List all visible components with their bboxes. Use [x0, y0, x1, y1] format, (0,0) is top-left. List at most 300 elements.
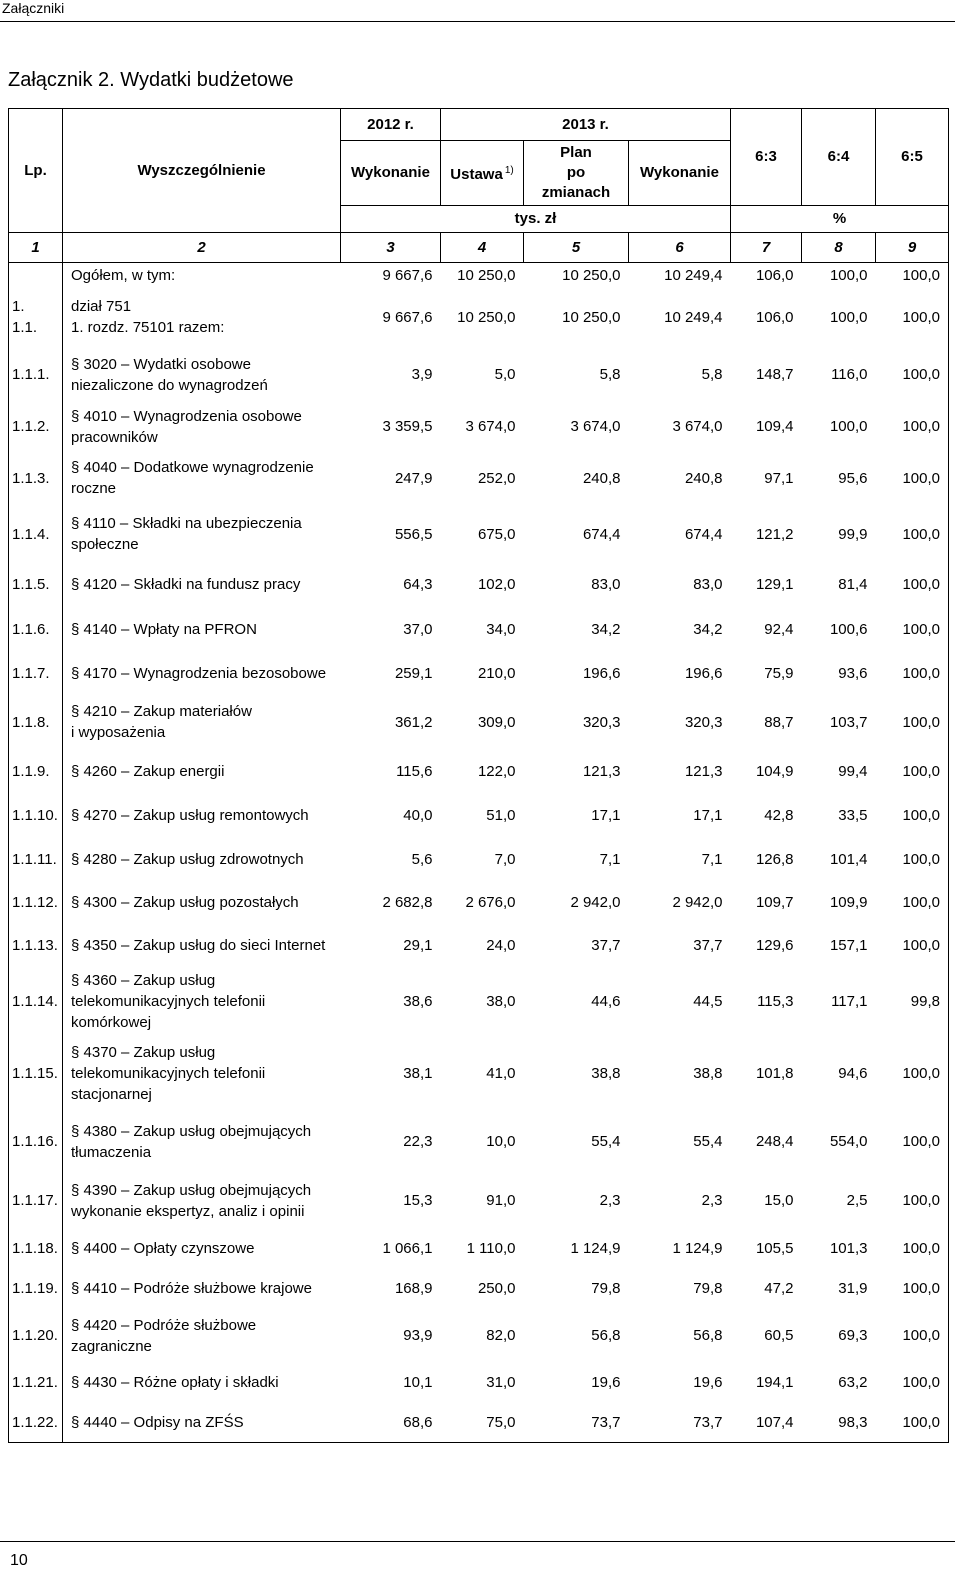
value-ratio-6-5: 100,0	[902, 469, 940, 487]
row-description	[63, 563, 341, 607]
row-description-line: § 4370 – Zakup usług	[71, 1044, 216, 1061]
value-execution-2013: 7,1	[701, 850, 723, 868]
table-row	[9, 925, 949, 967]
row-description	[63, 403, 341, 451]
row-description-line: zagraniczne	[71, 1337, 152, 1355]
value-ratio-6-3: 88,7	[764, 713, 794, 731]
row-description	[63, 1229, 341, 1269]
header-rule	[0, 21, 955, 22]
row-lp-line: 1.1.3.	[12, 469, 50, 487]
row-lp-line: 1.1.4.	[12, 525, 50, 543]
value-ratio-6-3: 106,0	[755, 266, 794, 284]
row-lp-line: 1.	[12, 298, 25, 315]
table-body	[9, 263, 949, 1443]
row-lp	[9, 652, 63, 696]
value-ratio-6-4: 101,4	[829, 850, 868, 868]
value-budget-act-2013: 250,0	[477, 1280, 516, 1297]
row-description-line: § 4210 – Zakup materiałów	[71, 703, 252, 720]
value-ratio-6-5: 100,0	[902, 1327, 940, 1344]
value-execution-2013: 44,5	[693, 993, 723, 1010]
value-ratio-6-4: 103,7	[829, 713, 868, 731]
value-execution-2012: 15,3	[403, 1192, 433, 1209]
value-budget-act-2013: 82,0	[486, 1327, 516, 1344]
value-budget-act-2013: 51,0	[486, 807, 516, 824]
row-description-line: § 4380 – Zakup usług obejmujących	[71, 1122, 312, 1140]
table-row	[9, 1403, 949, 1443]
value-plan-after-changes-2013: 73,7	[591, 1413, 621, 1431]
value-plan-after-changes-2013: 196,6	[582, 665, 621, 682]
row-description-line: § 4400 – Opłaty czynszowe	[71, 1240, 255, 1257]
row-lp-line: 1.1.12.	[12, 894, 58, 911]
value-ratio-6-4: 101,3	[829, 1240, 868, 1257]
value-ratio-6-5: 100,0	[902, 1240, 940, 1257]
row-lp-line: 1.1.2.	[12, 418, 50, 435]
value-plan-after-changes-2013: 10 250,0	[562, 266, 621, 284]
value-execution-2013: 34,2	[693, 620, 723, 638]
page-number: 10	[10, 1552, 28, 1569]
value-ratio-6-4: 31,9	[838, 1280, 868, 1297]
row-description-line: § 4440 – Odpisy na ZFŚS	[71, 1413, 244, 1431]
footer-rule	[0, 1541, 955, 1542]
value-budget-act-2013: 252,0	[477, 469, 516, 487]
row-description-line: § 4420 – Podróże służbowe	[71, 1316, 257, 1334]
row-lp	[9, 881, 63, 925]
value-plan-after-changes-2013: 44,6	[591, 993, 621, 1010]
value-execution-2013: 10 249,4	[664, 308, 723, 326]
row-description-line: wykonanie ekspertyz, analiz i opinii	[71, 1202, 305, 1220]
row-description	[63, 794, 341, 838]
value-ratio-6-3: 60,5	[764, 1327, 794, 1344]
value-execution-2012: 3 359,5	[382, 418, 433, 435]
header-budget-act-footnote: 1)	[504, 165, 514, 176]
value-execution-2012: 10,1	[403, 1374, 433, 1391]
row-description	[63, 1173, 341, 1229]
header-execution-2012: Wykonanie	[341, 141, 441, 206]
value-execution-2013: 196,6	[684, 665, 723, 682]
value-ratio-6-5: 100,0	[902, 1413, 940, 1431]
value-ratio-6-5: 100,0	[902, 366, 940, 383]
value-ratio-6-3: 115,3	[757, 993, 794, 1010]
row-lp	[9, 1363, 63, 1403]
row-description	[63, 652, 341, 696]
column-number: 6	[629, 233, 731, 263]
header-row-years	[9, 109, 949, 141]
value-ratio-6-5: 100,0	[902, 525, 940, 543]
row-lp	[9, 967, 63, 1037]
table-row	[9, 1111, 949, 1173]
row-description	[63, 838, 341, 881]
header-description: Wyszczególnienie	[63, 109, 341, 233]
value-ratio-6-4: 100,0	[829, 308, 868, 326]
value-plan-after-changes-2013: 83,0	[591, 576, 621, 593]
header-plan-after-changes	[524, 141, 629, 206]
value-plan-after-changes-2013: 55,4	[591, 1133, 621, 1150]
value-execution-2012: 115,6	[396, 762, 433, 780]
row-description	[63, 451, 341, 506]
header-execution-2013: Wykonanie	[629, 141, 731, 206]
value-budget-act-2013: 10,0	[486, 1133, 516, 1150]
value-execution-2012: 29,1	[403, 937, 433, 954]
value-budget-act-2013: 75,0	[486, 1413, 516, 1431]
row-lp-line: 1.1.18.	[12, 1240, 58, 1257]
row-lp	[9, 1037, 63, 1111]
value-ratio-6-5: 100,0	[902, 807, 940, 824]
value-plan-after-changes-2013: 38,8	[591, 1065, 621, 1082]
row-description	[63, 1309, 341, 1363]
table-row	[9, 1309, 949, 1363]
row-description-line: stacjonarnej	[71, 1086, 152, 1103]
row-description	[63, 1363, 341, 1403]
row-description	[63, 1111, 341, 1173]
row-description-line: Ogółem, w tym:	[71, 266, 176, 284]
table-row	[9, 838, 949, 881]
value-ratio-6-4: 109,9	[829, 894, 868, 911]
value-plan-after-changes-2013: 2,3	[599, 1192, 621, 1209]
value-execution-2012: 1 066,1	[382, 1240, 433, 1257]
row-lp-line: 1.1.8.	[12, 713, 50, 731]
value-ratio-6-5: 100,0	[902, 1192, 940, 1209]
value-ratio-6-3: 248,4	[755, 1133, 794, 1150]
header-year-2013: 2013 r.	[441, 109, 731, 141]
value-execution-2013: 17,1	[693, 807, 723, 824]
value-execution-2012: 64,3	[403, 576, 433, 593]
value-ratio-6-4: 69,3	[838, 1327, 868, 1344]
table-row	[9, 263, 949, 288]
value-ratio-6-5: 99,8	[910, 993, 940, 1010]
value-ratio-6-3: 101,8	[755, 1065, 794, 1082]
value-ratio-6-4: 100,0	[829, 418, 868, 435]
value-execution-2012: 556,5	[394, 525, 433, 543]
table-row	[9, 794, 949, 838]
row-description	[63, 696, 341, 749]
value-execution-2012: 3,9	[411, 366, 433, 383]
value-execution-2013: 37,7	[693, 937, 723, 954]
value-plan-after-changes-2013: 34,2	[591, 620, 621, 638]
value-ratio-6-3: 121,2	[755, 525, 794, 543]
value-execution-2013: 320,3	[684, 713, 723, 731]
table-row	[9, 403, 949, 451]
column-number: 4	[441, 233, 524, 263]
value-ratio-6-5: 100,0	[902, 850, 940, 868]
header-ratio-6-4: 6:4	[802, 109, 876, 206]
row-description-line: § 4010 – Wynagrodzenia osobowe	[71, 407, 302, 425]
row-description-line: § 4140 – Wpłaty na PFRON	[71, 620, 257, 638]
value-ratio-6-4: 116,0	[831, 366, 868, 383]
row-description-line: § 4350 – Zakup usług do sieci Internet	[71, 937, 326, 954]
value-execution-2012: 38,1	[403, 1065, 433, 1082]
column-number: 7	[731, 233, 802, 263]
value-execution-2013: 10 249,4	[664, 266, 723, 284]
value-ratio-6-3: 109,7	[755, 894, 794, 911]
row-description-line: § 4110 – Składki na ubezpieczenia	[71, 515, 302, 532]
row-lp	[9, 607, 63, 652]
row-lp	[9, 451, 63, 506]
row-lp-line: 1.1.1.	[12, 366, 50, 383]
row-description-line: telekomunikacyjnych telefonii	[71, 1065, 266, 1082]
value-ratio-6-5: 100,0	[902, 266, 940, 284]
row-lp	[9, 263, 63, 288]
header-year-2012: 2012 r.	[341, 109, 441, 141]
row-lp-line: 1.1.17.	[12, 1192, 58, 1209]
row-lp	[9, 1403, 63, 1443]
value-execution-2013: 1 124,9	[672, 1240, 723, 1257]
row-lp	[9, 1111, 63, 1173]
value-execution-2013: 56,8	[693, 1327, 723, 1344]
table-row	[9, 288, 949, 347]
value-budget-act-2013: 24,0	[486, 937, 516, 954]
value-ratio-6-4: 100,0	[829, 266, 868, 284]
value-ratio-6-4: 99,9	[838, 525, 868, 543]
table-row	[9, 967, 949, 1037]
row-lp-line: 1.1.15.	[12, 1065, 58, 1082]
row-lp-line: 1.1.16.	[12, 1133, 58, 1150]
column-number: 5	[524, 233, 629, 263]
value-ratio-6-3: 75,9	[764, 665, 794, 682]
value-budget-act-2013: 41,0	[486, 1065, 516, 1082]
row-description-line: tłumaczenia	[71, 1143, 152, 1161]
value-ratio-6-4: 98,3	[838, 1413, 868, 1431]
value-ratio-6-3: 126,8	[755, 850, 794, 868]
row-description-line: społeczne	[71, 536, 139, 553]
header-lp: Lp.	[9, 109, 63, 233]
table-row	[9, 506, 949, 563]
value-ratio-6-3: 42,8	[764, 807, 794, 824]
value-ratio-6-4: 117,1	[831, 993, 868, 1010]
value-budget-act-2013: 3 674,0	[465, 418, 516, 435]
row-lp-line: 1.1.14.	[12, 993, 58, 1010]
value-execution-2012: 5,6	[411, 850, 433, 868]
value-ratio-6-4: 99,4	[838, 762, 868, 780]
table-header	[9, 109, 949, 263]
row-description-line: niezaliczone do wynagrodzeń	[71, 376, 268, 394]
value-ratio-6-5: 100,0	[902, 665, 940, 682]
value-ratio-6-5: 100,0	[902, 1374, 940, 1391]
value-execution-2013: 83,0	[693, 576, 723, 593]
row-description-line: komórkowej	[71, 1014, 152, 1031]
column-number: 1	[9, 233, 63, 263]
table-row	[9, 881, 949, 925]
row-lp	[9, 563, 63, 607]
value-execution-2012: 93,9	[403, 1327, 433, 1344]
value-ratio-6-5: 100,0	[902, 937, 940, 954]
value-plan-after-changes-2013: 320,3	[582, 713, 621, 731]
row-description	[63, 347, 341, 403]
value-ratio-6-4: 33,5	[838, 807, 868, 824]
value-budget-act-2013: 1 110,0	[466, 1240, 516, 1257]
table-row	[9, 1229, 949, 1269]
value-budget-act-2013: 122,0	[477, 762, 516, 780]
value-execution-2013: 38,8	[693, 1065, 723, 1082]
value-execution-2013: 79,8	[693, 1280, 723, 1297]
value-execution-2013: 3 674,0	[672, 418, 723, 435]
row-description-line: § 4410 – Podróże służbowe krajowe	[71, 1280, 312, 1297]
row-lp-line: 1.1.11.	[12, 850, 57, 868]
row-description	[63, 506, 341, 563]
value-execution-2012: 168,9	[394, 1280, 433, 1297]
value-ratio-6-4: 63,2	[838, 1374, 868, 1391]
table-row	[9, 1173, 949, 1229]
row-description	[63, 749, 341, 794]
row-description-line: telekomunikacyjnych telefonii	[71, 993, 266, 1010]
value-ratio-6-3: 47,2	[764, 1280, 794, 1297]
row-description	[63, 1037, 341, 1111]
row-description-line: § 4280 – Zakup usług zdrowotnych	[71, 850, 304, 868]
value-ratio-6-5: 100,0	[902, 1133, 940, 1150]
row-lp-line: 1.1.13.	[12, 937, 58, 954]
page-title: Załącznik 2. Wydatki budżetowe	[8, 69, 294, 91]
value-plan-after-changes-2013: 79,8	[591, 1280, 621, 1297]
header-ratio-6-5: 6:5	[876, 109, 949, 206]
value-budget-act-2013: 31,0	[486, 1374, 516, 1391]
value-plan-after-changes-2013: 7,1	[599, 850, 621, 868]
row-lp	[9, 403, 63, 451]
row-description-line: § 4270 – Zakup usług remontowych	[71, 807, 309, 824]
value-execution-2012: 361,2	[394, 713, 433, 731]
header-budget-act-label: Ustawa	[450, 166, 503, 183]
value-ratio-6-5: 100,0	[902, 620, 940, 638]
value-plan-after-changes-2013: 3 674,0	[570, 418, 621, 435]
value-budget-act-2013: 210,0	[477, 665, 516, 682]
row-description-line: § 3020 – Wydatki osobowe	[71, 355, 251, 373]
row-description-line: § 4300 – Zakup usług pozostałych	[71, 894, 299, 911]
value-ratio-6-3: 109,4	[755, 418, 794, 435]
row-lp-line: 1.1.6.	[12, 620, 50, 638]
row-description-line: pracowników	[71, 428, 158, 446]
value-ratio-6-3: 105,5	[755, 1240, 794, 1257]
row-lp	[9, 506, 63, 563]
column-number: 2	[63, 233, 341, 263]
table-row	[9, 347, 949, 403]
row-description-line: 1. rozdz. 75101 razem:	[71, 319, 225, 336]
value-ratio-6-3: 129,1	[755, 576, 794, 593]
row-description	[63, 288, 341, 347]
value-execution-2012: 247,9	[394, 469, 433, 487]
row-description	[63, 1269, 341, 1309]
row-lp-line: 1.1.5.	[12, 576, 50, 593]
table-row	[9, 749, 949, 794]
row-description	[63, 925, 341, 967]
value-budget-act-2013: 91,0	[486, 1192, 516, 1209]
value-ratio-6-3: 129,6	[755, 937, 794, 954]
value-budget-act-2013: 2 676,0	[465, 894, 516, 911]
header-budget-act	[441, 141, 524, 206]
row-lp-line: 1.1.21.	[12, 1374, 58, 1391]
value-ratio-6-3: 106,0	[755, 308, 794, 326]
value-execution-2013: 240,8	[684, 469, 723, 487]
value-ratio-6-4: 94,6	[838, 1065, 868, 1082]
value-plan-after-changes-2013: 37,7	[591, 937, 621, 954]
value-execution-2012: 22,3	[403, 1133, 433, 1150]
value-ratio-6-4: 554,0	[829, 1133, 868, 1150]
row-description-line: i wyposażenia	[71, 724, 166, 741]
value-ratio-6-3: 15,0	[764, 1192, 794, 1209]
value-execution-2012: 68,6	[403, 1413, 433, 1431]
header-plan-line: Plan	[560, 144, 592, 161]
column-number: 3	[341, 233, 441, 263]
value-ratio-6-5: 100,0	[902, 1280, 940, 1297]
value-ratio-6-5: 100,0	[902, 418, 940, 435]
row-description-line: dział 751	[71, 298, 132, 315]
row-lp	[9, 1229, 63, 1269]
table-row	[9, 1269, 949, 1309]
row-lp-line: 1.1.19.	[12, 1280, 58, 1297]
value-plan-after-changes-2013: 5,8	[599, 366, 621, 383]
value-plan-after-changes-2013: 19,6	[591, 1374, 621, 1391]
row-lp-line: 1.1.22.	[12, 1413, 58, 1431]
value-ratio-6-5: 100,0	[902, 576, 940, 593]
value-execution-2013: 674,4	[684, 525, 723, 543]
row-lp	[9, 1309, 63, 1363]
value-ratio-6-3: 92,4	[764, 620, 794, 638]
value-execution-2013: 2,3	[701, 1192, 723, 1209]
row-description-line: § 4430 – Różne opłaty i składki	[71, 1374, 279, 1391]
row-lp-line: 1.1.	[12, 319, 38, 336]
value-ratio-6-5: 100,0	[902, 713, 940, 731]
value-ratio-6-3: 97,1	[764, 469, 794, 487]
row-description-line: § 4120 – Składki na fundusz pracy	[71, 576, 301, 593]
value-budget-act-2013: 7,0	[494, 850, 516, 868]
value-execution-2013: 121,3	[684, 762, 723, 780]
header-row-column-numbers	[9, 233, 949, 263]
value-execution-2012: 37,0	[403, 620, 433, 638]
value-ratio-6-3: 194,1	[755, 1374, 794, 1391]
row-lp-line: 1.1.7.	[12, 665, 50, 682]
value-plan-after-changes-2013: 17,1	[591, 807, 621, 824]
value-execution-2012: 9 667,6	[382, 308, 433, 326]
value-budget-act-2013: 5,0	[494, 366, 516, 383]
value-execution-2013: 5,8	[701, 366, 723, 383]
value-execution-2012: 38,6	[403, 993, 433, 1010]
value-plan-after-changes-2013: 2 942,0	[570, 894, 621, 911]
value-ratio-6-4: 95,6	[838, 469, 868, 487]
row-lp-line: 1.1.9.	[12, 762, 50, 780]
row-lp-line: 1.1.10.	[12, 807, 58, 824]
value-plan-after-changes-2013: 1 124,9	[570, 1240, 621, 1257]
row-lp	[9, 1173, 63, 1229]
value-ratio-6-3: 104,9	[755, 762, 794, 780]
value-plan-after-changes-2013: 240,8	[582, 469, 621, 487]
table-row	[9, 1363, 949, 1403]
row-lp	[9, 925, 63, 967]
row-description	[63, 1403, 341, 1443]
value-ratio-6-5: 100,0	[902, 894, 940, 911]
table-row	[9, 563, 949, 607]
row-lp	[9, 1269, 63, 1309]
column-number: 9	[876, 233, 949, 263]
value-ratio-6-4: 93,6	[838, 665, 868, 682]
table-row	[9, 696, 949, 749]
value-execution-2012: 2 682,8	[382, 894, 433, 911]
value-ratio-6-4: 100,6	[829, 620, 868, 638]
value-plan-after-changes-2013: 674,4	[582, 525, 621, 543]
row-lp	[9, 749, 63, 794]
table-row	[9, 607, 949, 652]
row-description	[63, 881, 341, 925]
value-execution-2012: 40,0	[403, 807, 433, 824]
value-ratio-6-5: 100,0	[902, 308, 940, 326]
row-lp	[9, 696, 63, 749]
row-description	[63, 967, 341, 1037]
value-ratio-6-5: 100,0	[902, 1065, 940, 1082]
row-lp	[9, 838, 63, 881]
value-execution-2012: 9 667,6	[382, 266, 433, 284]
value-execution-2012: 259,1	[394, 665, 433, 682]
value-budget-act-2013: 309,0	[477, 713, 516, 731]
header-unit-amount: tys. zł	[341, 206, 731, 233]
row-lp-line: 1.1.20.	[12, 1327, 58, 1344]
table-row	[9, 652, 949, 696]
value-ratio-6-4: 2,5	[846, 1192, 868, 1209]
